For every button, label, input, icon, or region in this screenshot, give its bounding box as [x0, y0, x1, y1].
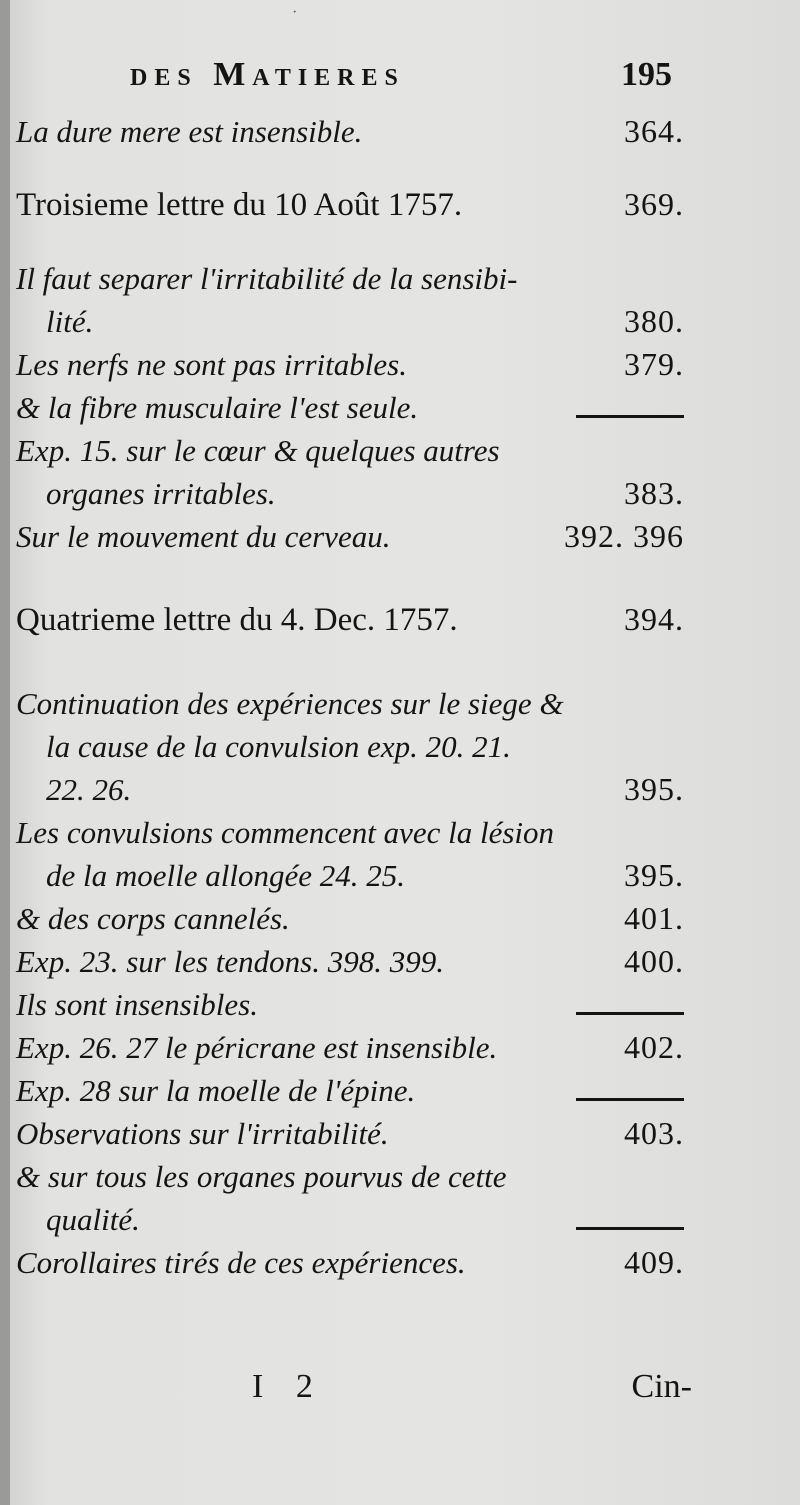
page-edge-shadow: [0, 0, 10, 1505]
entry-line: [16, 300, 684, 343]
page-reference: 395.: [624, 857, 684, 893]
entry-text: Quatrieme lettre du 4. Dec. 1757.: [16, 602, 458, 638]
index-entry-exp-28: [16, 1069, 684, 1112]
entry-line: [16, 1198, 684, 1241]
entry-text: la cause de la convulsion exp. 20. 21.: [46, 729, 511, 764]
section-gap: [16, 558, 684, 598]
index-entry-convulsions: [16, 811, 684, 897]
entry-line: [16, 1069, 684, 1112]
entry-line: [16, 343, 684, 386]
entry-text: Les convulsions commencent avec la lésion: [16, 815, 555, 850]
index-entry-corps-canneles: [16, 897, 684, 940]
entry-line: [16, 1155, 684, 1198]
page-reference: 364.: [624, 113, 684, 149]
entry-line: [16, 682, 684, 725]
entry-text: organes irritables.: [46, 476, 276, 511]
entry-text: Exp. 28 sur la moelle de l'épine.: [16, 1073, 416, 1108]
entry-text: Exp. 15. sur le cœur & quelques autres: [16, 433, 500, 468]
entry-line: [16, 940, 684, 983]
entry-line: [16, 386, 684, 429]
entry-text: Troisieme lettre du 10 Août 1757.: [16, 187, 463, 223]
index-entry-fibre-musculaire: [16, 386, 684, 429]
index-entry-ils-insensibles: [16, 983, 684, 1026]
index-entry-corollaires: [16, 1241, 684, 1284]
index-entry-troisieme-lettre: [16, 183, 684, 227]
entry-line: [16, 854, 684, 897]
page-number: 195: [621, 56, 672, 93]
index-entry-dure-mere: [16, 110, 684, 153]
page-reference: 395.: [624, 771, 684, 807]
entry-line: [16, 768, 684, 811]
ink-speck: ·: [292, 4, 298, 21]
entry-text: 22. 26.: [46, 772, 132, 807]
page-reference: 400.: [624, 943, 684, 979]
entry-line: [16, 472, 684, 515]
page-reference: 409.: [624, 1244, 684, 1280]
entry-text: La dure mere est insensible.: [16, 114, 363, 149]
page-reference: 403.: [624, 1115, 684, 1151]
entry-line: [16, 598, 684, 642]
index-entry-tous-organes: [16, 1155, 684, 1241]
entry-text: & la fibre musculaire l'est seule.: [16, 390, 419, 425]
entry-text: Observations sur l'irritabilité.: [16, 1116, 389, 1151]
page-footer: [0, 1368, 800, 1418]
entry-text: & sur tous les organes pourvus de cette: [16, 1159, 507, 1194]
entry-text: qualité.: [46, 1202, 140, 1237]
running-header: [130, 56, 690, 100]
entry-line: [16, 725, 684, 768]
entry-text: lité.: [46, 304, 94, 339]
page-reference: 401.: [624, 900, 684, 936]
header-title: des Matieres: [130, 56, 405, 93]
page-reference: 383.: [624, 475, 684, 511]
entry-text: de la moelle allongée 24. 25.: [46, 858, 405, 893]
ditto-rule: [576, 1098, 684, 1101]
index-entry-continuation: [16, 682, 684, 811]
entry-line: [16, 983, 684, 1026]
index-entry-separer-irritabilite: [16, 257, 684, 343]
entry-line: [16, 1026, 684, 1069]
index-entry-exp-26-27: [16, 1026, 684, 1069]
entry-line: [16, 183, 684, 227]
ditto-rule: [576, 1227, 684, 1230]
entry-text: Il faut separer l'irritabilité de la sensibi-: [16, 261, 518, 296]
index-entries: [16, 110, 684, 1284]
index-entry-quatrieme-lettre: [16, 598, 684, 642]
section-gap: [16, 642, 684, 682]
entry-text: & des corps cannelés.: [16, 901, 290, 936]
entry-line: [16, 811, 684, 854]
entry-text: Corollaires tirés de ces expériences.: [16, 1245, 466, 1280]
index-entry-observations: [16, 1112, 684, 1155]
index-entry-mouvement-cerveau: [16, 515, 684, 558]
section-gap: [16, 153, 684, 183]
page-reference: 379.: [624, 346, 684, 382]
entry-line: [16, 110, 684, 153]
entry-text: Continuation des expériences sur le siege &: [16, 686, 564, 721]
entry-line: [16, 1112, 684, 1155]
page-reference: 402.: [624, 1029, 684, 1065]
page-reference: 394.: [624, 601, 684, 637]
entry-text: Les nerfs ne sont pas irritables.: [16, 347, 407, 382]
index-entry-nerfs-irritables: [16, 343, 684, 386]
ditto-rule: [576, 1012, 684, 1015]
entry-line: [16, 897, 684, 940]
catchword: Cin-: [631, 1368, 692, 1405]
page-reference: 380.: [624, 303, 684, 339]
section-gap: [16, 227, 684, 257]
index-entry-exp-23: [16, 940, 684, 983]
ditto-rule: [576, 415, 684, 418]
entry-line: [16, 257, 684, 300]
entry-text: Exp. 26. 27 le péricrane est insensible.: [16, 1030, 498, 1065]
page-reference: 369.: [624, 186, 684, 222]
entry-text: Sur le mouvement du cerveau.: [16, 519, 391, 554]
entry-line: [16, 429, 684, 472]
entry-line: [16, 515, 684, 558]
signature-mark: I 2: [252, 1368, 325, 1405]
entry-text: Ils sont insensibles.: [16, 987, 258, 1022]
entry-text: Exp. 23. sur les tendons. 398. 399.: [16, 944, 444, 979]
page-reference: 392. 396: [564, 518, 684, 554]
index-entry-exp-15: [16, 429, 684, 515]
entry-line: [16, 1241, 684, 1284]
